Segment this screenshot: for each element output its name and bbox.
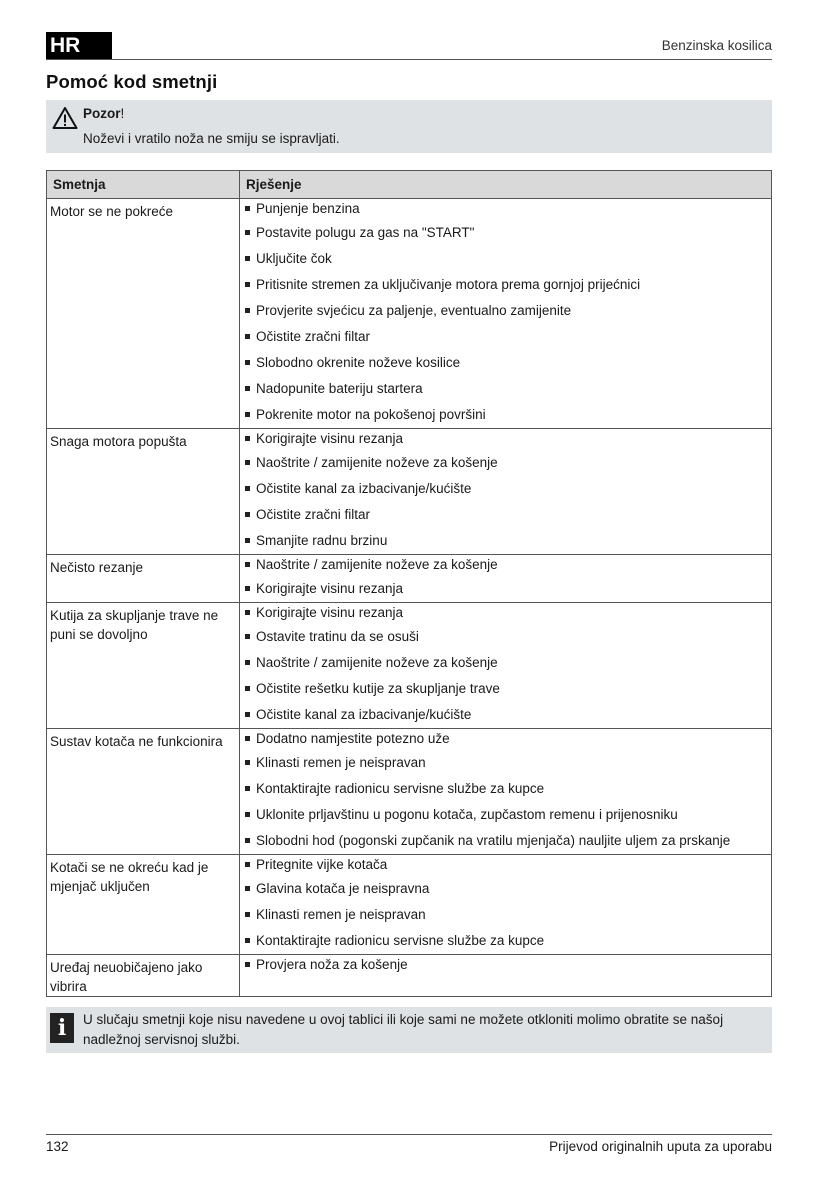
warning-title: Pozor! [83,106,125,121]
table-row [47,199,772,429]
language-tag: HR [46,32,112,59]
solution-text: Pritegnite vijke kotača [256,857,388,872]
solution-cell [240,729,772,855]
solution-text: Slobodno okrenite noževe kosilice [256,355,461,370]
bullet-icon [245,838,250,843]
bullet-icon [245,712,250,717]
problem-cell: Sustav kotača ne funkcionira [47,729,240,855]
solution-item [240,603,771,624]
solution-item [240,502,771,528]
bullet-icon [245,862,250,867]
solution-item [240,199,771,220]
bullet-icon [245,760,250,765]
problem-cell: Kutija za skupljanje trave ne puni se dovoljno [47,603,240,729]
table-row [47,729,772,855]
solution-item [240,376,771,402]
problem-cell: Nečisto rezanje [47,555,240,603]
solution-item [240,676,771,702]
column-header-problem: Smetnja [47,171,240,199]
bullet-icon [245,460,250,465]
solution-text: Dodatno namjestite potezno uže [256,731,450,746]
bullet-icon [245,786,250,791]
warning-triangle-icon [52,106,78,130]
table-row [47,855,772,955]
bullet-icon [245,962,250,967]
solution-item [240,576,771,602]
bullet-icon [245,586,250,591]
bullet-icon [245,538,250,543]
table-row [47,603,772,729]
bullet-icon [245,562,250,567]
bullet-icon [245,436,250,441]
solution-item [240,298,771,324]
bullet-icon [245,206,250,211]
problem-cell: Snaga motora popušta [47,429,240,555]
info-text: U slučaju smetnji koje nisu navedene u ovoj tablici ili koje sami ne možete otkloniti molimo obratite se našoj nadležnoj servisnoj službi. [83,1012,724,1047]
document-title: Benzinska kosilica [661,38,772,53]
table-body [47,199,772,997]
solution-item [240,802,771,828]
solution-text: Korigirajte visinu rezanja [256,431,404,446]
bullet-icon [245,634,250,639]
solution-item [240,350,771,376]
solution-item [240,955,771,976]
problem-cell: Kotači se ne okreću kad je mjenjač uključen [47,855,240,955]
solution-item [240,528,771,554]
bullet-icon [245,334,250,339]
solution-item [240,702,771,728]
solution-item [240,272,771,298]
solution-text: Kontaktirajte radionicu servisne službe za kupce [256,933,545,948]
solution-text: Pokrenite motor na pokošenoj površini [256,407,486,422]
solution-text: Naoštrite / zamijenite noževe za košenje [256,655,498,670]
bullet-icon [245,486,250,491]
solution-cell [240,429,772,555]
solution-text: Uključite čok [256,251,332,266]
info-box [46,1007,772,1053]
page-header [46,32,772,60]
solution-text: Punjenje benzina [256,201,360,216]
solution-item [240,876,771,902]
solution-item [240,555,771,576]
bullet-icon [245,938,250,943]
info-icon: i [50,1013,74,1043]
solution-item [240,828,771,854]
footer-text: Prijevod originalnih uputa za uporabu [549,1139,772,1154]
solution-item [240,246,771,272]
solution-text: Očistite kanal za izbacivanje/kućište [256,707,472,722]
solution-text: Provjera noža za košenje [256,957,408,972]
solution-item [240,220,771,246]
solution-item [240,402,771,428]
solution-cell [240,855,772,955]
solution-text: Očistite kanal za izbacivanje/kućište [256,481,472,496]
solution-text: Postavite polugu za gas na "START" [256,225,475,240]
bullet-icon [245,386,250,391]
solution-text: Naoštrite / zamijenite noževe za košenje [256,455,498,470]
bullet-icon [245,610,250,615]
bullet-icon [245,360,250,365]
solution-text: Korigirajte visinu rezanja [256,581,404,596]
bullet-icon [245,736,250,741]
solution-text: Slobodni hod (pogonski zupčanik na vratilu mjenjača) nauljite uljem za prskanje [256,833,731,848]
bullet-icon [245,412,250,417]
page-footer [46,1134,772,1165]
solution-text: Naoštrite / zamijenite noževe za košenje [256,557,498,572]
solution-text: Glavina kotača je neispravna [256,881,430,896]
bullet-icon [245,660,250,665]
solution-text: Klinasti remen je neispravan [256,755,426,770]
bullet-icon [245,282,250,287]
solution-cell [240,955,772,997]
solution-text: Kontaktirajte radionicu servisne službe za kupce [256,781,545,796]
bullet-icon [245,308,250,313]
bullet-icon [245,512,250,517]
bullet-icon [245,230,250,235]
solution-item [240,650,771,676]
solution-item [240,776,771,802]
solution-text: Pritisnite stremen za uključivanje motora prema gornjoj prijećnici [256,277,641,292]
bullet-icon [245,912,250,917]
solution-text: Očistite zračni filtar [256,507,371,522]
warning-box [46,100,772,153]
solution-item [240,729,771,750]
solution-cell [240,199,772,429]
table-row [47,955,772,997]
solution-item [240,750,771,776]
solution-cell [240,555,772,603]
table-row [47,555,772,603]
solution-text: Provjerite svjećicu za paljenje, eventualno zamijenite [256,303,572,318]
solution-text: Očistite zračni filtar [256,329,371,344]
page [46,32,772,1053]
table-header-row [47,171,772,199]
problem-cell: Uređaj neuobičajeno jako vibrira [47,955,240,997]
table-row [47,429,772,555]
solution-item [240,624,771,650]
solution-item [240,324,771,350]
solution-text: Nadopunite bateriju startera [256,381,423,396]
solution-item [240,928,771,954]
solution-text: Očistite rešetku kutije za skupljanje trave [256,681,500,696]
troubleshooting-table [46,170,772,997]
bullet-icon [245,812,250,817]
solution-item [240,476,771,502]
solution-item [240,450,771,476]
bullet-icon [245,686,250,691]
solution-text: Smanjite radnu brzinu [256,533,388,548]
solution-text: Ostavite tratinu da se osuši [256,629,419,644]
section-title: Pomoć kod smetnji [46,71,218,92]
solution-item [240,855,771,876]
column-header-solution: Rješenje [240,171,772,199]
solution-text: Klinasti remen je neispravan [256,907,426,922]
solution-text: Uklonite prljavštinu u pogonu kotača, zupčastom remenu i prijenosniku [256,807,678,822]
problem-cell: Motor se ne pokreće [47,199,240,429]
bullet-icon [245,256,250,261]
solution-item [240,429,771,450]
warning-text: Noževi i vratilo noža ne smiju se ispravljati. [83,131,340,146]
solution-text: Korigirajte visinu rezanja [256,605,404,620]
solution-cell [240,603,772,729]
bullet-icon [245,886,250,891]
page-number: 132 [46,1139,69,1154]
solution-item [240,902,771,928]
